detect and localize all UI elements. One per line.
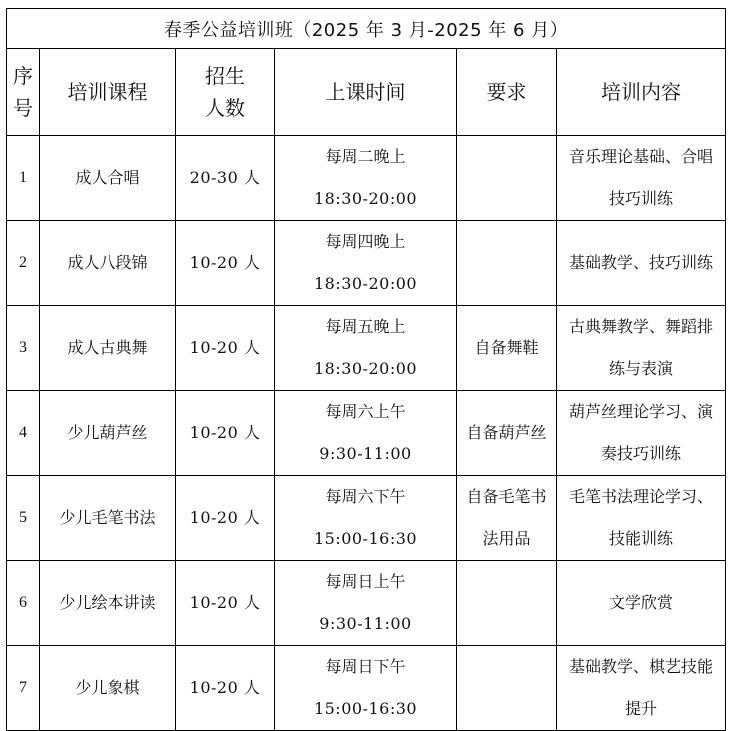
- header-row: [7, 49, 726, 136]
- header-requirement: 要求: [457, 49, 557, 136]
- cell-requirement: [457, 221, 557, 306]
- header-course: 培训课程: [40, 49, 176, 136]
- row-index: 1: [19, 169, 27, 186]
- cell-time: [275, 561, 457, 646]
- cell-index: [7, 391, 40, 476]
- class-time-range: 9:30-11:00: [319, 444, 412, 463]
- cell-enroll: [176, 561, 275, 646]
- cell-time: [275, 646, 457, 731]
- cell-index: [7, 476, 40, 561]
- training-schedule-table: [6, 8, 726, 731]
- class-time-range: 15:00-16:30: [313, 529, 418, 548]
- content-text: 音乐理论基础、合唱技巧训练: [569, 147, 714, 208]
- row-index: 5: [19, 509, 27, 526]
- requirement-text: 自备毛笔书法用品: [466, 487, 547, 548]
- course-name: 少儿绘本讲读: [59, 593, 156, 612]
- table-row: [7, 221, 726, 306]
- class-time-range: 18:30-20:00: [313, 359, 418, 378]
- cell-requirement: [457, 306, 557, 391]
- content-text: 古典舞教学、舞蹈排练与表演: [569, 317, 714, 378]
- cell-requirement: [457, 646, 557, 731]
- row-index: 3: [19, 339, 27, 356]
- cell-index: [7, 221, 40, 306]
- table-title: 春季公益培训班（2025 年 3 月-2025 年 6 月）: [7, 9, 726, 49]
- cell-content: [557, 391, 726, 476]
- cell-requirement: [457, 136, 557, 221]
- content-text: 基础教学、棋艺技能提升: [569, 657, 714, 718]
- cell-requirement: [457, 476, 557, 561]
- requirement-text: 自备葫芦丝: [466, 423, 547, 442]
- table-row: [7, 561, 726, 646]
- class-day: 每周二晚上: [325, 147, 406, 166]
- cell-course: [40, 646, 176, 731]
- cell-content: [557, 476, 726, 561]
- cell-content: [557, 136, 726, 221]
- table-row: [7, 306, 726, 391]
- cell-enroll: [176, 306, 275, 391]
- cell-requirement: [457, 391, 557, 476]
- cell-enroll: [176, 136, 275, 221]
- cell-enroll: [176, 221, 275, 306]
- cell-content: [557, 646, 726, 731]
- class-day: 每周日下午: [325, 657, 406, 676]
- content-text: 文学欣赏: [609, 593, 674, 612]
- cell-index: [7, 646, 40, 731]
- cell-course: [40, 221, 176, 306]
- content-text: 毛笔书法理论学习、技能训练: [569, 487, 714, 548]
- class-day: 每周四晚上: [325, 232, 406, 251]
- class-time-range: 15:00-16:30: [313, 699, 418, 718]
- course-name: 少儿葫芦丝: [67, 423, 148, 442]
- enroll-count: 10-20 人: [189, 593, 261, 612]
- class-day: 每周六下午: [325, 487, 406, 506]
- cell-time: [275, 306, 457, 391]
- cell-time: [275, 391, 457, 476]
- enroll-count: 10-20 人: [189, 338, 261, 357]
- header-time: 上课时间: [275, 49, 457, 136]
- enroll-count: 20-30 人: [189, 168, 261, 187]
- cell-index: [7, 561, 40, 646]
- cell-enroll: [176, 646, 275, 731]
- class-day: 每周日上午: [325, 572, 406, 591]
- header-content: 培训内容: [557, 49, 726, 136]
- course-name: 成人古典舞: [67, 338, 148, 357]
- enroll-count: 10-20 人: [189, 253, 261, 272]
- table-row: [7, 646, 726, 731]
- class-day: 每周五晚上: [325, 317, 406, 336]
- cell-enroll: [176, 391, 275, 476]
- cell-index: [7, 306, 40, 391]
- table-row: [7, 391, 726, 476]
- class-time-range: 18:30-20:00: [313, 274, 418, 293]
- cell-content: [557, 221, 726, 306]
- course-name: 成人合唱: [75, 168, 140, 187]
- header-enroll: 招生人数: [176, 49, 275, 136]
- title-row: [7, 9, 726, 49]
- cell-course: [40, 476, 176, 561]
- cell-course: [40, 306, 176, 391]
- row-index: 7: [19, 679, 27, 696]
- cell-content: [557, 561, 726, 646]
- enroll-count: 10-20 人: [189, 423, 261, 442]
- course-name: 少儿毛笔书法: [59, 508, 156, 527]
- row-index: 6: [19, 594, 27, 611]
- enroll-count: 10-20 人: [189, 678, 261, 697]
- table-body: [7, 136, 726, 731]
- course-name: 少儿象棋: [75, 678, 140, 697]
- cell-index: [7, 136, 40, 221]
- header-index: 序号: [7, 49, 40, 136]
- cell-content: [557, 306, 726, 391]
- requirement-text: 自备舞鞋: [474, 338, 539, 357]
- cell-enroll: [176, 476, 275, 561]
- cell-course: [40, 391, 176, 476]
- table-row: [7, 476, 726, 561]
- content-text: 葫芦丝理论学习、演奏技巧训练: [569, 402, 714, 463]
- cell-time: [275, 136, 457, 221]
- table-row: [7, 136, 726, 221]
- row-index: 4: [19, 424, 27, 441]
- class-time-range: 9:30-11:00: [319, 614, 412, 633]
- course-name: 成人八段锦: [67, 253, 148, 272]
- enroll-count: 10-20 人: [189, 508, 261, 527]
- row-index: 2: [19, 254, 27, 271]
- class-day: 每周六上午: [325, 402, 406, 421]
- cell-course: [40, 561, 176, 646]
- cell-time: [275, 221, 457, 306]
- cell-time: [275, 476, 457, 561]
- class-time-range: 18:30-20:00: [313, 189, 418, 208]
- cell-course: [40, 136, 176, 221]
- content-text: 基础教学、技巧训练: [569, 253, 714, 272]
- cell-requirement: [457, 561, 557, 646]
